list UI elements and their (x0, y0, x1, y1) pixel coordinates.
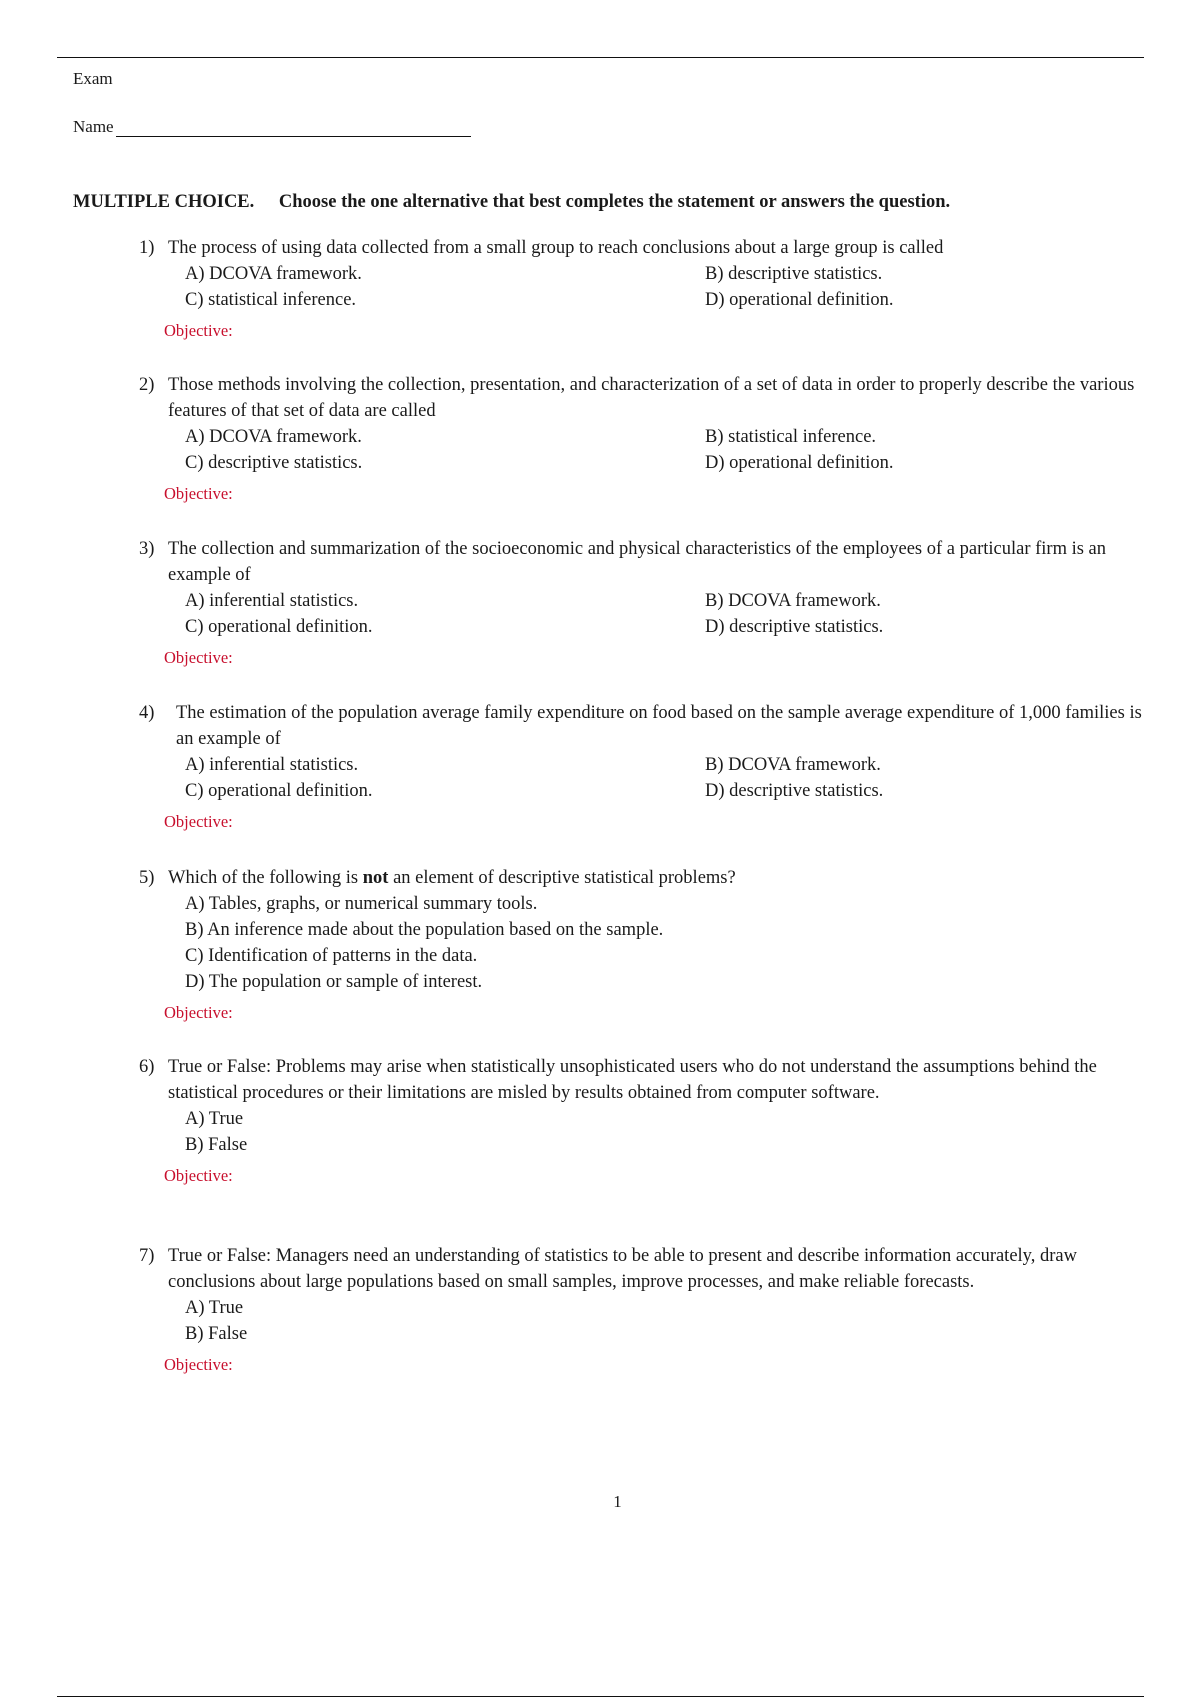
objective-label: Objective: (164, 1355, 233, 1374)
options (185, 752, 1142, 804)
option-b: B) False (185, 1135, 248, 1155)
question-text: True or False: Managers need an understanding of statistics to be able to present and describe information accurately, draw conclusions about large populations based on small samples, improve processes, and make reliable forecasts. (168, 1246, 1077, 1292)
question-stem (139, 372, 1142, 424)
question-text: The collection and summarization of the socioeconomic and physical characteristics of the employees of a particular firm is an example of (168, 539, 1107, 585)
option-b: B) False (185, 1324, 248, 1344)
question-number: 4) (139, 703, 155, 723)
name-label: Name (73, 117, 114, 136)
option-d: D) operational definition. (705, 290, 894, 310)
option-a: A) Tables, graphs, or numerical summary tools. (185, 894, 538, 914)
option-a: A) True (185, 1298, 244, 1318)
question-stem (139, 1054, 1142, 1106)
objective-label: Objective: (164, 321, 233, 340)
question-7 (139, 1243, 1142, 1378)
page-number: 1 (613, 1492, 622, 1511)
option-c: C) statistical inference. (185, 290, 357, 310)
section-type: MULTIPLE CHOICE. (73, 192, 255, 212)
option-c: C) operational definition. (185, 617, 373, 637)
options (185, 1106, 1142, 1158)
option-c: C) descriptive statistics. (185, 453, 363, 473)
option-d: D) The population or sample of interest. (185, 972, 483, 992)
option-d: D) descriptive statistics. (705, 617, 884, 637)
options (185, 588, 1142, 640)
section-instructions (73, 192, 950, 213)
question-1 (139, 235, 1142, 344)
question-stem (139, 536, 1142, 588)
exam-label: Exam (73, 69, 113, 88)
question-5 (139, 865, 1142, 1026)
option-c: C) Identification of patterns in the data. (185, 946, 478, 966)
section-instruction-text: Choose the one alternative that best completes the statement or answers the question. (278, 192, 951, 212)
objective-label: Objective: (164, 648, 233, 667)
question-number: 1) (139, 238, 155, 258)
question-text: The process of using data collected from a small group to reach conclusions about a large group is called (168, 238, 944, 258)
question-stem (139, 1243, 1142, 1295)
question-6 (139, 1054, 1142, 1189)
question-text-emphasis: not (362, 868, 389, 888)
option-b: B) An inference made about the population based on the sample. (185, 920, 664, 940)
question-4 (139, 700, 1142, 835)
name-row (73, 116, 471, 137)
top-rule (57, 57, 1144, 58)
option-a: A) inferential statistics. (185, 591, 359, 611)
options (185, 1295, 1142, 1347)
option-c: C) operational definition. (185, 781, 373, 801)
question-stem (139, 235, 1142, 261)
question-number: 6) (139, 1057, 155, 1077)
question-text: True or False: Problems may arise when statistically unsophisticated users who do not understand the assumptions behind the statistical procedures or their limitations are misled by results obtained from computer software. (168, 1057, 1097, 1103)
options (185, 424, 1142, 476)
option-a: A) DCOVA framework. (185, 264, 362, 284)
objective-label: Objective: (164, 1166, 233, 1185)
options (185, 261, 1142, 313)
options (185, 891, 1142, 995)
option-b: B) descriptive statistics. (705, 264, 883, 284)
name-line (116, 116, 471, 137)
option-a: A) True (185, 1109, 244, 1129)
question-text: Those methods involving the collection, presentation, and characterization of a set of data in order to properly describe the various features of that set of data are called (168, 375, 1135, 421)
option-b: B) DCOVA framework. (705, 755, 881, 775)
option-d: D) descriptive statistics. (705, 781, 884, 801)
question-2 (139, 372, 1142, 507)
objective-label: Objective: (164, 812, 233, 831)
question-number: 7) (139, 1246, 155, 1266)
question-stem (139, 700, 1142, 752)
question-number: 5) (139, 868, 155, 888)
option-b: B) statistical inference. (705, 427, 877, 447)
question-number: 2) (139, 375, 155, 395)
objective-label: Objective: (164, 484, 233, 503)
objective-label: Objective: (164, 1003, 233, 1022)
option-a: A) DCOVA framework. (185, 427, 362, 447)
option-a: A) inferential statistics. (185, 755, 359, 775)
bottom-rule (57, 1696, 1144, 1697)
question-text-after: an element of descriptive statistical problems? (393, 868, 736, 888)
question-text: The estimation of the population average family expenditure on food based on the sample average expenditure of 1,000 families is an example of (176, 703, 1142, 749)
option-b: B) DCOVA framework. (705, 591, 881, 611)
question-number: 3) (139, 539, 155, 559)
question-3 (139, 536, 1142, 671)
question-stem (139, 865, 1142, 891)
question-text-before: Which of the following is (168, 868, 359, 888)
option-d: D) operational definition. (705, 453, 894, 473)
